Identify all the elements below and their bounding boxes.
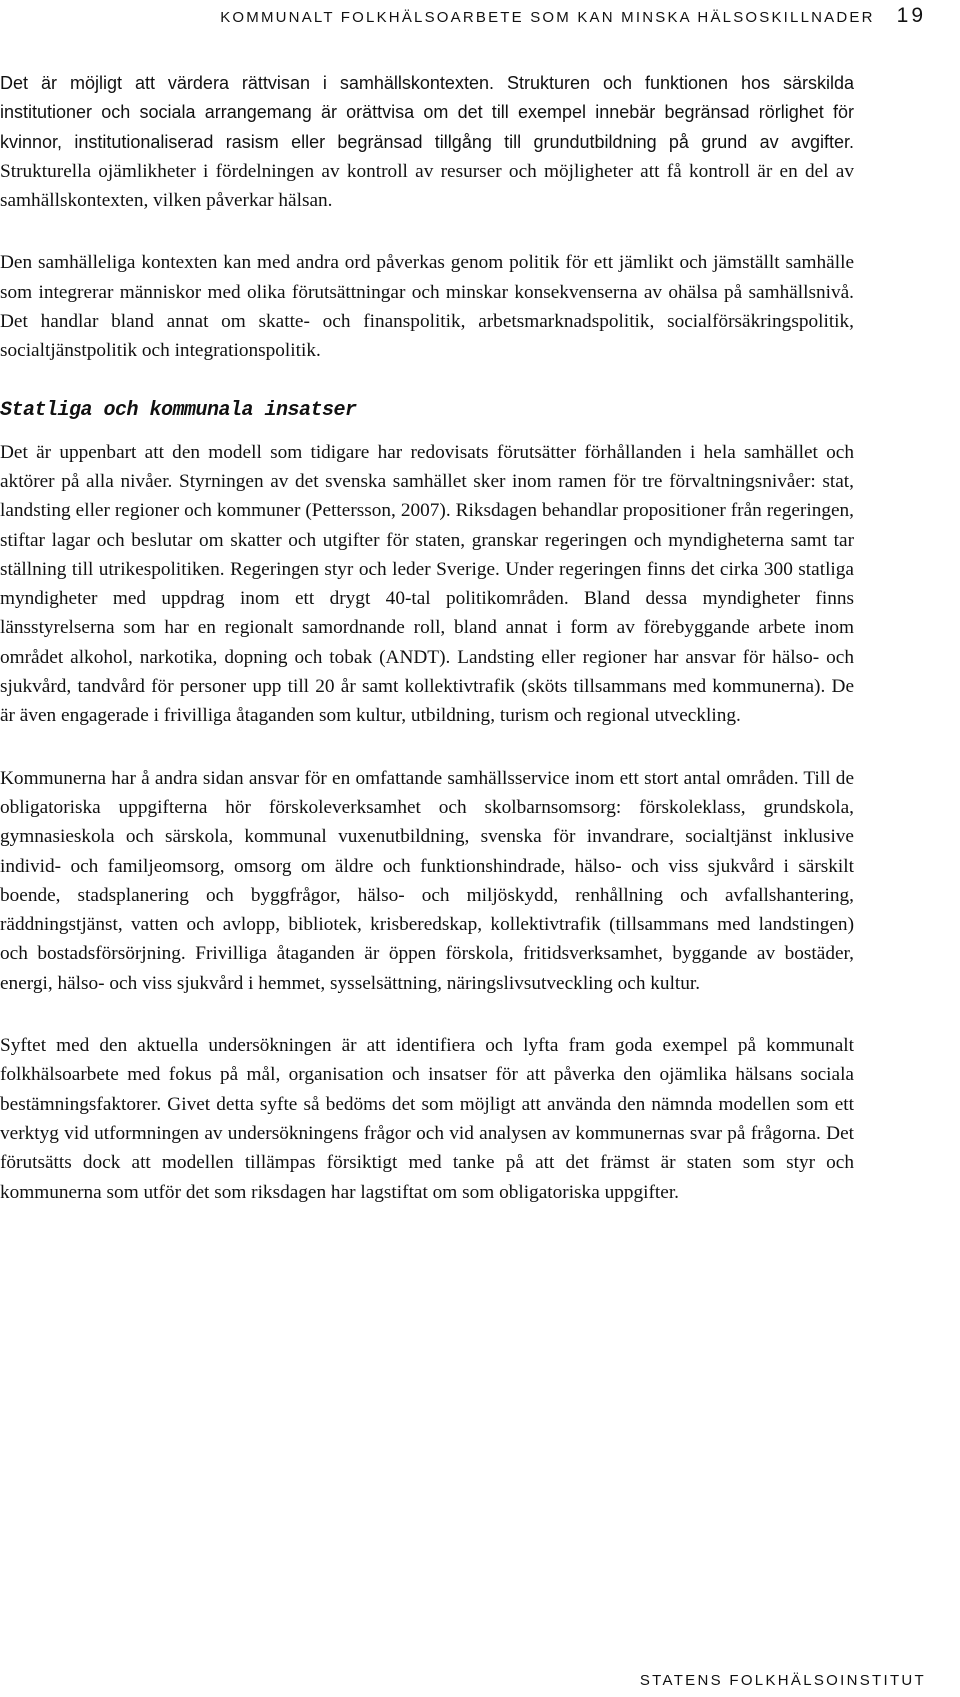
paragraph-1-serif-part: Strukturella ojämlikheter i fördelningen av kontroll av resurser och möjligheter att få kontroll är en del av samhällskontexten, vilken påverkar hälsan. (0, 160, 854, 212)
paragraph-3: Det är uppenbart att den modell som tidigare har redovisats förutsätter förhållanden i hela samhället och aktörer på alla nivåer. Styrningen av det svenska samhället sker inom ramen för tre förvaltningsnivåer: stat, landsting eller regioner och kommuner (Pettersson, 2007). Riksdagen behandlar propositioner från regeringen, stiftar lagar och beslutar om skatter och utgifter för staten, granskar regeringen och myndigheterna samt tar ställning till utrikespolitiken. Regeringen styr och leder Sverige. Under regeringen finns det cirka 300 statliga myndigheter med uppdrag inom ett drygt 40-tal politikområden. Bland dessa myndigheter finns länsstyrelserna som har en regionalt samordnande roll, bland annat i form av förebyggande arbete inom området alkohol, narkotika, dopning och tobak (ANDT). Landsting eller regioner har ansvar för hälso- och sjukvård, tandvård för personer upp till 20 år samt kollektivtrafik (sköts tillsammans med kommunerna). De är även engagerade i frivilliga åtaganden som kultur, utbildning, turism och regional utveckling. (0, 441, 854, 727)
running-header (210, 4, 926, 28)
body-text (0, 69, 854, 1240)
section-heading: Statliga och kommunala insatser (0, 398, 357, 422)
paragraph-1-sans-part: Det är möjligt att värdera rättvisan i samhällskontexten. Strukturen och funktionen hos särskilda institutioner och sociala arrangemang är orättvisa om det till exempel innebär begränsad rörlighet för kvinnor, institutionaliserad rasism eller begränsad tillgång till grundutbildning på grund av avgifter. (0, 73, 854, 152)
page-number: 19 (896, 4, 926, 27)
paragraph-5: Syftet med den aktuella undersökningen är att identifiera och lyfta fram goda exempel på kommunalt folkhälsoarbete med fokus på mål, organisation och insatser för att påverka den ojämlika hälsans sociala bestämningsfaktorer. Givet detta syfte så bedöms det som möjligt att använda den nämnda modellen som ett verktyg vid utformningen av undersökningens frågor och vid analysen av kommunernas svar på frågorna. Det förutsätts dock att modellen tillämpas försiktigt med tanke på att det främst är staten som styr och kommunerna som utför det som riksdagen har lagstiftat om som obligatoriska uppgifter. (0, 1035, 854, 1203)
paragraph-1 (0, 69, 854, 215)
paragraph-2: Den samhälleliga kontexten kan med andra ord påverkas genom politik för ett jämlikt och jämställt samhälle som integrerar människor med olika förutsättningar och minskar konsekvenserna av ohälsa på samhällsnivå. Det handlar bland annat om skatte- och finanspolitik, arbetsmarknadspolitik, socialförsäkringspolitik, socialtjänstpolitik och integrationspolitik. (0, 252, 854, 362)
running-title: KOMMUNALT FOLKHÄLSOARBETE SOM KAN MINSKA HÄLSOSKILLNADER (220, 9, 875, 26)
footer-publisher: STATENS FOLKHÄLSOINSTITUT (639, 1672, 926, 1689)
paragraph-4: Kommunerna har å andra sidan ansvar för en omfattande samhällsservice inom ett stort antal områden. Till de obligatoriska uppgifterna hör förskoleverksamhet och skolbarnsomsorg: förskoleklass, grundskola, gymnasieskola och särskola, kommunal vuxenutbildning, svenska för invandrare, socialtjänst inklusive individ- och familjeomsorg, omsorg om äldre och funktionshindrade, hälso- och viss sjukvård i särskilt boende, stadsplanering och byggfrågor, hälso- och miljöskydd, renhållning och avfallshantering, räddningstjänst, vatten och avlopp, bibliotek, krisberedskap, kollektivtrafik (tillsammans med landstingen) och bostadsförsörjning. Frivilliga åtaganden är öppen förskola, fritidsverksamhet, byggande av bostäder, energi, hälso- och viss sjukvård i hemmet, sysselsättning, näringslivsutveckling och kultur. (0, 767, 854, 994)
